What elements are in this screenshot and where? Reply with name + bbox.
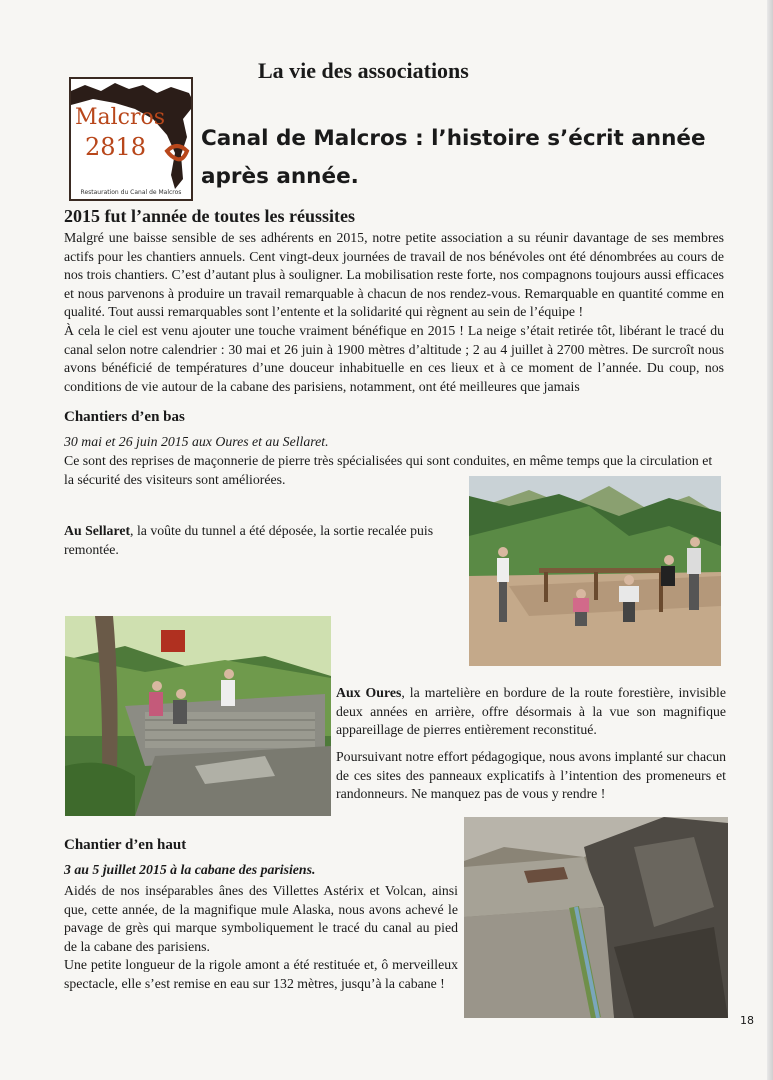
section-title: La vie des associations <box>258 58 469 83</box>
chantier-haut-paragraph-1: Aidés de nos inséparables ânes des Villettes Astérix et Volcan, ainsi que, cette année, de la magnifique mule Alaska, nous avons achevé le pavage de grès qui marque symboliquement le tracé du canal au pied de la cabane des parisiens. <box>64 883 458 954</box>
sellaret-label: Au Sellaret <box>64 523 131 538</box>
association-logo <box>69 77 193 201</box>
page-edge-shadow <box>767 0 773 1080</box>
intro-paragraph-2: À cela le ciel est venu ajouter une touche vraiment bénéfique en 2015 ! La neige s’était retirée tôt, libérant le tracé du canal selon notre calendrier : 30 mai et 26 juin à 1900 mètres d’altitude ; 2 au 4 juillet à 2700 mètres. De surcroît nous avons bénéficié de températures d’une douceur inhabituelle en ces lieux et à ce moment de l’année. Du coup, nos conditions de vie autour de la cabane des parisiens, notamment, ont été meilleures que jamais <box>64 322 724 394</box>
article-headline: Canal de Malcros : l’histoire s’écrit année après année. <box>201 126 706 189</box>
photo-cabane-canal <box>464 817 728 1018</box>
chantier-haut-paragraph-2: Une petite longueur de la rigole amont a été restituée et, ô merveilleux spectacle, elle s’est remise en eau sur 132 mètres, jusqu’à la cabane ! <box>64 957 458 991</box>
heading-chantiers-bas: Chantiers d’en bas <box>64 409 185 425</box>
sellaret-text: , la voûte du tunnel a été déposée, la sortie recalée puis remontée. <box>64 523 434 557</box>
heading-success-2015: 2015 fut l’année de toutes les réussites <box>64 206 355 226</box>
pedagogy-paragraph: Poursuivant notre effort pédagogique, nous avons implanté sur chacun de ces sites des panneaux explicatifs à l’intention des promeneurs et randonneurs. Ne manquez pas de vous y rendre ! <box>336 749 726 802</box>
intro-paragraph-1: Malgré une baisse sensible de ses adhérents en 2015, notre petite association a su réunir davantage de ses membres actifs pour les chantiers annuels. Cent vingt-deux journées de travail de nos bénévoles ont été dénombrées au cours de nos trois chantiers. C’est d’autant plus à souligner. La mobilisation reste forte, nos compagnons toujours aussi efficaces et nous parvenons à produire un travail remarquable à chacun de nos rendez-vous. Remarquable en quantité comme en qualité. Tout aussi remarquables sont l’entente et la solidarité qui règnent au sein de l’équipe ! <box>64 230 724 320</box>
logo-year: 2818 <box>85 133 147 161</box>
oures-label: Aux Oures <box>336 685 402 700</box>
oures-text: , la martelière en bordure de la route forestière, invisible deux années en arrière, offre désormais à la vue son magnifique appareillage de pierres entièrement reconstitué. <box>336 685 726 738</box>
oures-paragraph <box>336 684 726 740</box>
photo-sellaret-work <box>469 476 721 666</box>
chantiers-bas-body: Ce sont des reprises de maçonnerie de pierre très spécialisées qui sont conduites, en même temps que la circulation et la sécurité des visiteurs sont améliorées. <box>64 453 713 487</box>
intro-text <box>64 229 724 396</box>
logo-caption: Restauration du Canal de Malcros <box>80 189 182 196</box>
logo-name: Malcros <box>75 105 166 130</box>
chantier-haut-date: 3 au 5 juillet 2015 à la cabane des parisiens. <box>64 862 316 877</box>
photo-oures-work <box>65 616 331 816</box>
chantiers-bas-date: 30 mai et 26 juin 2015 aux Oures et au Sellaret. <box>64 434 329 449</box>
page-number: 18 <box>740 1014 754 1027</box>
chantier-haut-body <box>64 882 458 994</box>
heading-chantier-haut: Chantier d’en haut <box>64 837 187 853</box>
sellaret-paragraph <box>64 521 456 559</box>
